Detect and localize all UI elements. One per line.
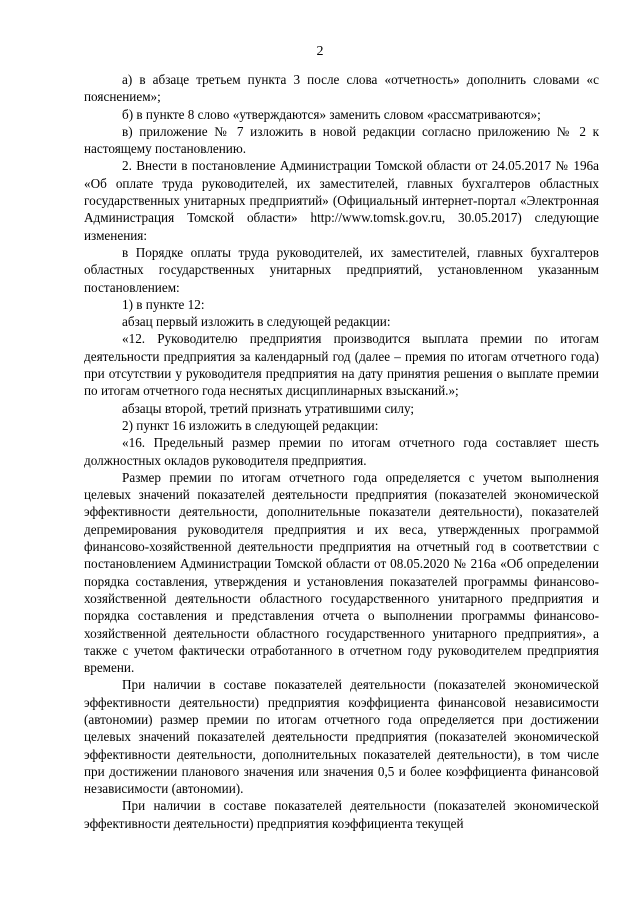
paragraph-amend-c: в) приложение № 7 изложить в новой редакции согласно приложению № 2 к настоящему постановлению. [84,123,599,157]
page-number: 2 [316,44,324,59]
paragraph-first-abzats: абзац первый изложить в следующей редакции: [122,314,391,330]
paragraph-point-16: 2) пункт 16 изложить в следующей редакции: [122,417,379,433]
paragraph-quote-12: «12. Руководителю предприятия производится выплата премии по итогам деятельности предприятия за календарный год (далее – премия по итогам отчетного года) при отсутствии у руководителя предприятия на дату принятия решения о выплате премии по итогам отчетного года неснятых дисциплинарных взысканий.»; [84,331,599,399]
paragraph-item-2: 2. Внести в постановление Администрации Томской области от 24.05.2017 № 196а «Об оплате труда руководителей, их заместителей, главных бухгалтеров областных государственных унитарных предприятий» (Официальный интернет-портал «Электронная Администрация Томской области» http://www.tomsk.gov.ru, 30.05.2017) следующие изменения: [84,158,599,243]
paragraph-autonomy: При наличии в составе показателей деятельности (показателей экономической эффективности деятельности) предприятия коэффициента финансовой независимости (автономии) размер премии по итогам отчетного года определяется при достижении целевых значений показателей деятельности предприятия (показателей экономической эффективности деятельности, дополнительных показателей деятельности), в том числе при достижении планового значения или значения 0,5 и более коэффициента финансовой независимости (автономии). [84,677,599,797]
paragraph-quote-16: «16. Предельный размер премии по итогам отчетного года составляет шесть должностных окладов руководителя предприятия. [84,435,599,468]
paragraph-amend-a: а) в абзаце третьем пункта 3 после слова «отчетность» дополнить словами «с пояснением»; [84,72,599,105]
paragraph-repeal: абзацы второй, третий признать утратившими силу; [122,400,415,416]
paragraph-current-ratio: При наличии в составе показателей деятельности (показателей экономической эффективности деятельности) предприятия коэффициента текущей [84,798,599,831]
paragraph-procedure: в Порядке оплаты труда руководителей, их заместителей, главных бухгалтеров областных государственных унитарных предприятий, установленном указанным постановлением: [84,244,599,295]
paragraph-point-12: 1) в пункте 12: [122,296,205,312]
paragraph-bonus-size: Размер премии по итогам отчетного года определяется с учетом выполнения целевых значений показателей деятельности предприятия (показателей экономической эффективности деятельности, дополнительные показатели деятельности), показателей депремирования руководителя предприятия и их веса, утвержденных программой финансово-хозяйственной деятельности предприятия на отчетный год в соответствии с постановлением Администрации Томской области от 08.05.2020 № 216а «Об определении порядка составления, утверждения и установления показателей программы финансово-хозяйственной деятельности областного государственного унитарного предприятия и порядка составления и представления отчета о выполнении программы финансово-хозяйственной деятельности областного государственного унитарного предприятия», а также с учетом фактически отработанного в отчетном году руководителем предприятия времени. [84,469,599,676]
paragraph-amend-b: б) в пункте 8 слово «утверждаются» заменить словом «рассматриваются»; [122,106,541,122]
document-body [84,71,599,832]
